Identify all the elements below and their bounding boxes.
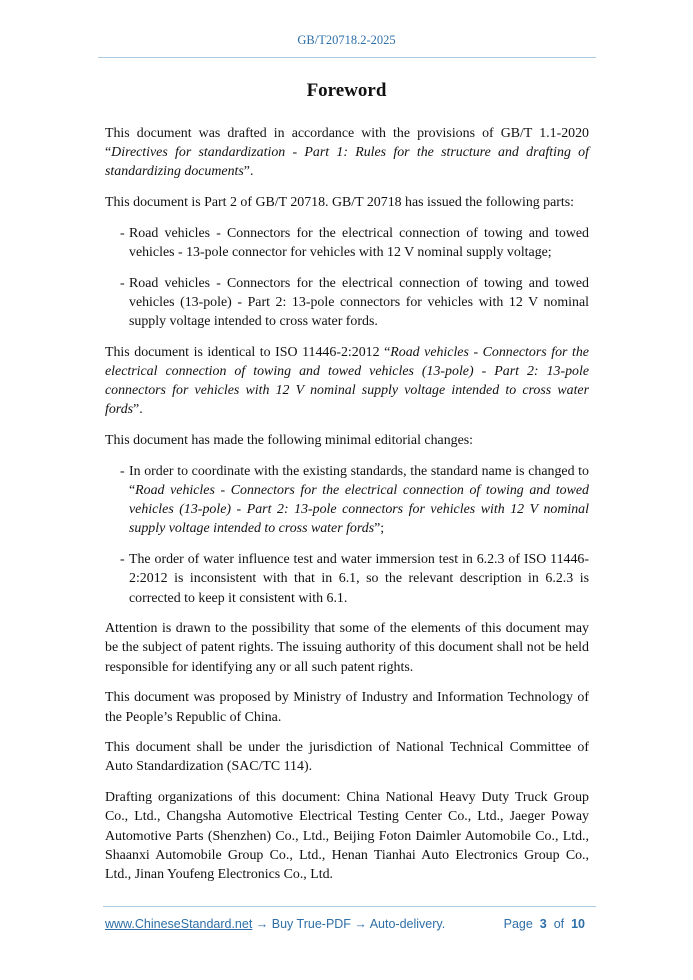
list-text: The order of water influence test and water immersion test in 6.2.3 of ISO 11446-2:2012 is inconsistent with that in 6.1, so the relevant description in 6.2.3 is corrected to keep it consistent with 6.1.: [129, 552, 589, 606]
italic-title: Road vehicles - Connectors for the electrical connection of towing and towed vehicles (13-pole) - Part 2: 13-pole connectors for vehicles with 12 V nominal supply voltage intended to cross water fords: [129, 483, 589, 537]
website-link[interactable]: www.ChineseStandard.net: [105, 917, 253, 931]
list-item: [120, 274, 589, 332]
of-label: of: [553, 917, 565, 931]
paragraph-editorial-changes: This document has made the following minimal editorial changes:: [105, 433, 474, 449]
list-text: Road vehicles - Connectors for the electrical connection of towing and towed vehicles - 13-pole connector for vehicles with 12 V nominal supply voltage;: [129, 225, 589, 261]
paragraph-part-info: This document is Part 2 of GB/T 20718. GB/T 20718 has issued the following parts:: [105, 195, 575, 211]
italic-title: Road vehicles - Connectors for the electrical connection of towing and towed vehicles (13-pole) - Part 2: 13-pole connectors for vehicles with 12 V nominal supply voltage intended to cross water fords: [105, 344, 589, 418]
list-item: [120, 462, 589, 539]
page-title: Foreword: [306, 80, 387, 101]
list-item: [120, 550, 589, 608]
text: ”.: [243, 164, 254, 180]
page-label: Page: [503, 917, 533, 931]
text: ”.: [133, 402, 143, 418]
list-dash: -: [120, 552, 125, 568]
paragraph-identical-iso: [105, 343, 589, 420]
promo-text: → Buy True-PDF → Auto-delivery.: [252, 917, 446, 931]
parts-list: [105, 224, 589, 332]
foreword-body: [105, 124, 589, 896]
list-dash: -: [120, 463, 125, 479]
list-text: ”;: [374, 521, 385, 537]
text: This document was drafted in accordance with the provisions of GB/T 1.1-2020 “: [105, 126, 589, 161]
page-footer: [105, 917, 593, 931]
list-text: In order to coordinate with the existing standards, the standard name is changed to “: [129, 463, 589, 499]
list-text: Road vehicles - Connectors for the electrical connection of towing and towed vehicles (13-pole) - Part 2: 13-pole connectors for vehicles with 12 V nominal supply voltage intended to cross water fords.: [129, 275, 589, 330]
document-code: GB/T20718.2-2025: [297, 33, 396, 47]
text: This document is identical to ISO 11446-2:2012 “: [105, 344, 391, 360]
list-item: [120, 224, 589, 262]
paragraph-drafting-basis: [105, 124, 589, 182]
header-divider: [98, 57, 596, 58]
paragraph-drafting-organizations: Drafting organizations of this document: China National Heavy Duty Truck Group Co., Ltd., Changsha Automotive Electrical Testing Center Co., Ltd., Jaeger Poway Automotive Parts (Shenzhen) Co., Ltd., Beijing Foton Daimler Automobile Co., Ltd., Shaanxi Automobile Group Co., Ltd., Henan Tianhai Auto Electronics Group Co., Ltd., Jinan Youfeng Electronics Co., Ltd.: [105, 790, 589, 882]
list-dash: -: [120, 275, 125, 291]
list-dash: -: [120, 225, 125, 241]
changes-list: [105, 462, 589, 608]
italic-title: Directives for standardization - Part 1: Rules for the structure and drafting of standardizing documents: [105, 145, 589, 180]
paragraph-proposer: This document was proposed by Ministry of Industry and Information Technology of the People’s Republic of China.: [105, 690, 589, 725]
page-indicator: [504, 917, 585, 931]
paragraph-patent-notice: Attention is drawn to the possibility that some of the elements of this document may be the subject of patent rights. The issuing authority of this document shall not be held responsible for identifying any or all such patent rights.: [105, 621, 589, 675]
current-page-number: 3: [539, 917, 547, 931]
paragraph-jurisdiction: This document shall be under the jurisdiction of National Technical Committee of Auto Standardization (SAC/TC 114).: [105, 740, 589, 775]
footer-divider: [103, 906, 596, 907]
total-pages-number: 10: [571, 917, 585, 931]
